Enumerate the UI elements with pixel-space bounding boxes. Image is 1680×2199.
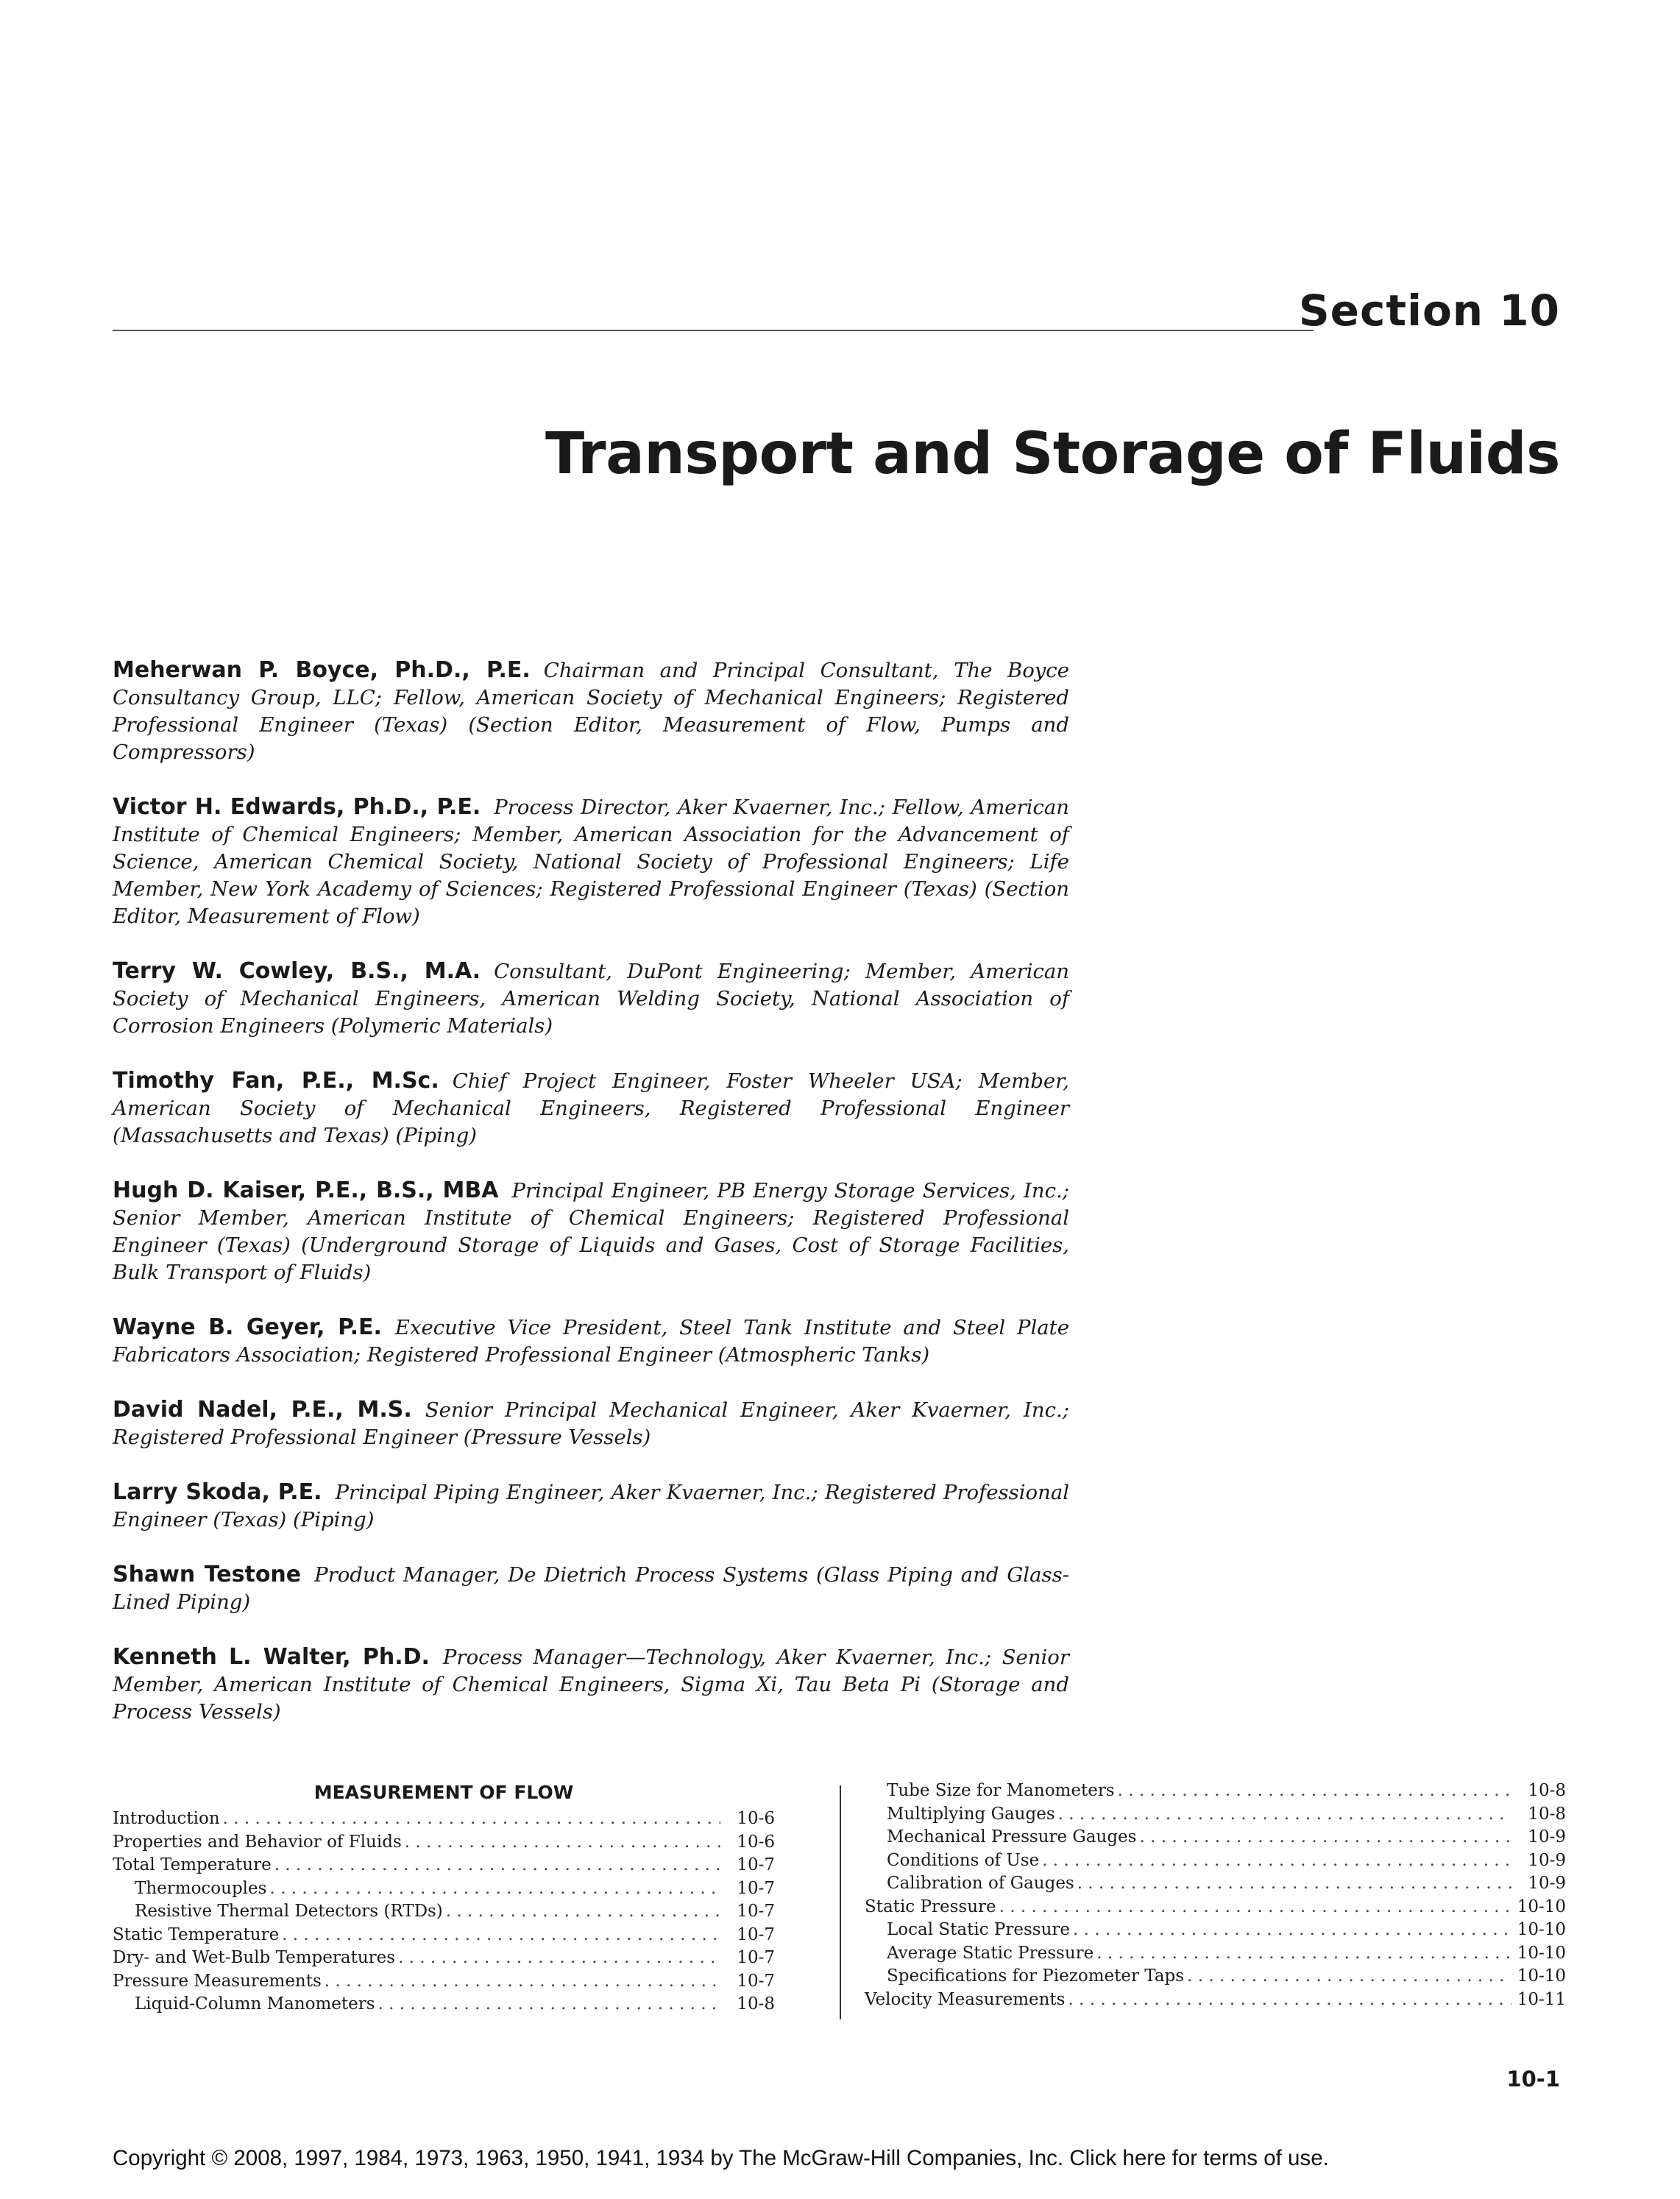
toc-entry[interactable] <box>113 1854 775 1877</box>
contributor-description: Senior Principal Mechanical Engineer, Aker Kvaerner, Inc.; Registered Professional Engineer (Pressure Vessels) <box>113 1398 1069 1449</box>
toc-entry[interactable] <box>865 1872 1566 1896</box>
contributor-description: Principal Piping Engineer, Aker Kvaerner, Inc.; Registered Professional Engineer (Texas) (Piping) <box>113 1481 1070 1531</box>
toc-entry-page: 10-7 <box>737 1902 775 1921</box>
toc-dot-leader <box>378 1993 720 2016</box>
toc-entry-title: Pressure Measurements <box>113 1971 322 1991</box>
contributor-description: Executive Vice President, Steel Tank Institute and Steel Plate Fabricators Association; Registered Professional Engineer (Atmospheric Tanks) <box>113 1316 1069 1367</box>
toc-dot-leader <box>1058 1803 1511 1827</box>
toc-entry-page: 10-8 <box>1528 1781 1566 1800</box>
toc-entry[interactable] <box>865 1803 1566 1827</box>
toc-entry-page: 10-7 <box>737 1948 775 1967</box>
toc-entry-page: 10-6 <box>737 1832 775 1852</box>
contributor-entry <box>113 1396 1069 1451</box>
toc-dot-leader <box>223 1807 720 1831</box>
toc-entry[interactable] <box>113 1993 775 2016</box>
contributor-description: Chief Project Engineer, Foster Wheeler USA; Member, American Society of Mechanical Engineers, Registered Professional Engineer (Massachusetts and Texas) (Piping) <box>113 1069 1069 1147</box>
contributor-description: Process Director, Aker Kvaerner, Inc.; Fellow, American Institute of Chemical Engineers; Member, American Association for the Advancement of Science, American Chemical Society, National Society of Professional Engineers; Life Member, New York Academy of Sciences; Registered Professional Engineer (Texas) (Section Editor, Measurement of Flow) <box>113 796 1070 928</box>
contributor-name: Terry W. Cowley, B.S., M.A. <box>113 958 481 984</box>
toc-entry-page: 10-10 <box>1517 1897 1566 1916</box>
toc-entry-page: 10-10 <box>1517 1966 1566 1986</box>
toc-dot-leader <box>1042 1849 1511 1873</box>
toc-entry-title: Average Static Pressure <box>887 1943 1094 1963</box>
contributor-entry <box>113 1479 1069 1534</box>
toc-dot-leader <box>1068 1989 1511 2012</box>
contributor-description: Product Manager, De Dietrich Process Systems (Glass Piping and Glass-Lined Piping) <box>113 1563 1070 1614</box>
contributor-entry <box>113 793 1069 930</box>
contributor-name: Hugh D. Kaiser, P.E., B.S., MBA <box>113 1178 499 1203</box>
contributor-name: Timothy Fan, P.E., M.Sc. <box>113 1068 439 1094</box>
toc-entry[interactable] <box>865 1780 1566 1803</box>
contributor-description: Chairman and Principal Consultant, The Boyce Consultancy Group, LLC; Fellow, American Society of Mechanical Engineers; Registered Professional Engineer (Texas) (Section Editor, Measurement of Flow, Pumps and Compressors) <box>113 659 1069 764</box>
toc-entry[interactable] <box>865 1849 1566 1873</box>
toc-dot-leader <box>1077 1872 1511 1896</box>
toc-entry-page: 10-9 <box>1528 1850 1566 1870</box>
toc-entry-page: 10-10 <box>1517 1920 1566 1939</box>
contributor-entry <box>113 957 1069 1040</box>
toc-entry[interactable] <box>113 1924 775 1947</box>
toc-heading: MEASUREMENT OF FLOW <box>313 1782 574 1803</box>
contributor-name: Meherwan P. Boyce, Ph.D., P.E. <box>113 657 531 683</box>
toc-entry-title: Specifications for Piezometer Taps <box>887 1966 1185 1986</box>
toc-dot-leader <box>282 1924 720 1947</box>
toc-dot-leader <box>1187 1965 1511 1989</box>
toc-dot-leader <box>1096 1942 1511 1966</box>
toc-right-column <box>865 1780 1566 2011</box>
copyright-link[interactable]: Copyright © 2008, 1997, 1984, 1973, 1963, 1950, 1941, 1934 by The McGraw-Hill Companies, Inc. Click here for terms of use. <box>113 2146 1329 2170</box>
toc-entry[interactable] <box>865 1942 1566 1966</box>
toc-entry[interactable] <box>865 1826 1566 1849</box>
toc-entry-page: 10-11 <box>1517 1989 1566 2009</box>
toc-left-column <box>113 1780 775 2016</box>
toc-entry-title: Dry- and Wet-Bulb Temperatures <box>113 1948 396 1967</box>
contributor-entry <box>113 1561 1069 1616</box>
toc-entry-title: Thermocouples <box>135 1878 267 1898</box>
toc-entry-title: Conditions of Use <box>887 1850 1040 1870</box>
toc-entry[interactable] <box>113 1877 775 1901</box>
contributor-name: Victor H. Edwards, Ph.D., P.E. <box>113 794 481 820</box>
toc-dot-leader <box>398 1947 720 1970</box>
toc-entry-title: Static Pressure <box>865 1897 996 1916</box>
toc-entry-page: 10-9 <box>1528 1874 1566 1893</box>
toc-entry-title: Tube Size for Manometers <box>887 1781 1115 1800</box>
toc-entry-title: Liquid-Column Manometers <box>135 1994 375 2014</box>
toc-column-divider <box>840 1785 841 2019</box>
toc-entry-title: Mechanical Pressure Gauges <box>887 1827 1137 1846</box>
toc-entry-page: 10-7 <box>737 1878 775 1898</box>
toc-entry-page: 10-9 <box>1528 1827 1566 1846</box>
contributors-list <box>113 656 1069 1753</box>
contributor-entry <box>113 1643 1069 1726</box>
toc-entry[interactable] <box>865 1919 1566 1942</box>
contributor-name: Shawn Testone <box>113 1562 302 1587</box>
contributor-description: Process Manager—Technology, Aker Kvaerner, Inc.; Senior Member, American Institute of Chemical Engineers, Sigma Xi, Tau Beta Pi (Storage and Process Vessels) <box>113 1646 1069 1724</box>
toc-entry-page: 10-7 <box>737 1971 775 1991</box>
contributor-name: Larry Skoda, P.E. <box>113 1479 322 1505</box>
toc-entry-title: Local Static Pressure <box>887 1920 1070 1939</box>
toc-dot-leader <box>269 1877 720 1901</box>
contributor-entry <box>113 1177 1069 1286</box>
toc-dot-leader <box>446 1900 720 1924</box>
toc-entry[interactable] <box>113 1970 775 1994</box>
toc-entry-page: 10-6 <box>737 1809 775 1828</box>
toc-entry[interactable] <box>113 1900 775 1924</box>
toc-entry[interactable] <box>113 1947 775 1970</box>
toc-entry[interactable] <box>865 1989 1566 2012</box>
contributor-name: David Nadel, P.E., M.S. <box>113 1397 412 1423</box>
contributor-description: Consultant, DuPont Engineering; Member, American Society of Mechanical Engineers, American Welding Society, National Association of Corrosion Engineers (Polymeric Materials) <box>113 960 1069 1038</box>
contributor-entry <box>113 656 1069 766</box>
toc-entry-page: 10-10 <box>1517 1943 1566 1963</box>
toc-dot-leader <box>274 1854 720 1877</box>
toc-entry[interactable] <box>113 1807 775 1831</box>
toc-entry-title: Velocity Measurements <box>865 1989 1066 2009</box>
toc-entry-title: Multiplying Gauges <box>887 1804 1055 1824</box>
page-title: Transport and Storage of Fluids <box>545 421 1560 487</box>
toc-entry[interactable] <box>865 1896 1566 1919</box>
toc-entry-page: 10-7 <box>737 1924 775 1944</box>
table-of-contents <box>113 1780 1566 2022</box>
toc-dot-leader <box>1118 1780 1511 1803</box>
section-label: Section 10 <box>1298 286 1560 336</box>
toc-dot-leader <box>325 1970 720 1994</box>
contributor-entry <box>113 1314 1069 1369</box>
contributor-name: Wayne B. Geyer, P.E. <box>113 1314 382 1340</box>
toc-entry-title: Introduction <box>113 1809 220 1828</box>
contributor-name: Kenneth L. Walter, Ph.D. <box>113 1644 430 1670</box>
toc-entry-page: 10-7 <box>737 1855 775 1874</box>
toc-entry-title: Calibration of Gauges <box>887 1874 1074 1893</box>
toc-entry[interactable] <box>113 1831 775 1855</box>
toc-entry-title: Static Temperature <box>113 1924 280 1944</box>
toc-dot-leader <box>1073 1919 1511 1942</box>
toc-entry-title: Resistive Thermal Detectors (RTDs) <box>135 1902 443 1921</box>
contributor-entry <box>113 1067 1069 1150</box>
toc-entry-page: 10-8 <box>1528 1804 1566 1824</box>
toc-dot-leader <box>999 1896 1511 1919</box>
toc-entry[interactable] <box>865 1965 1566 1989</box>
section-header-rule <box>113 330 1314 331</box>
toc-dot-leader <box>405 1831 720 1855</box>
toc-dot-leader <box>1139 1826 1511 1849</box>
toc-entry-page: 10-8 <box>737 1994 775 2014</box>
page-number: 10-1 <box>1506 2067 1560 2092</box>
toc-entry-title: Properties and Behavior of Fluids <box>113 1832 402 1852</box>
contributor-description: Principal Engineer, PB Energy Storage Services, Inc.; Senior Member, American Institute of Chemical Engineers; Registered Professional Engineer (Texas) (Underground Storage of Liquids and Gases, Cost of Storage Facilities, Bulk Transport of Fluids) <box>113 1179 1069 1284</box>
toc-entry-title: Total Temperature <box>113 1855 272 1874</box>
